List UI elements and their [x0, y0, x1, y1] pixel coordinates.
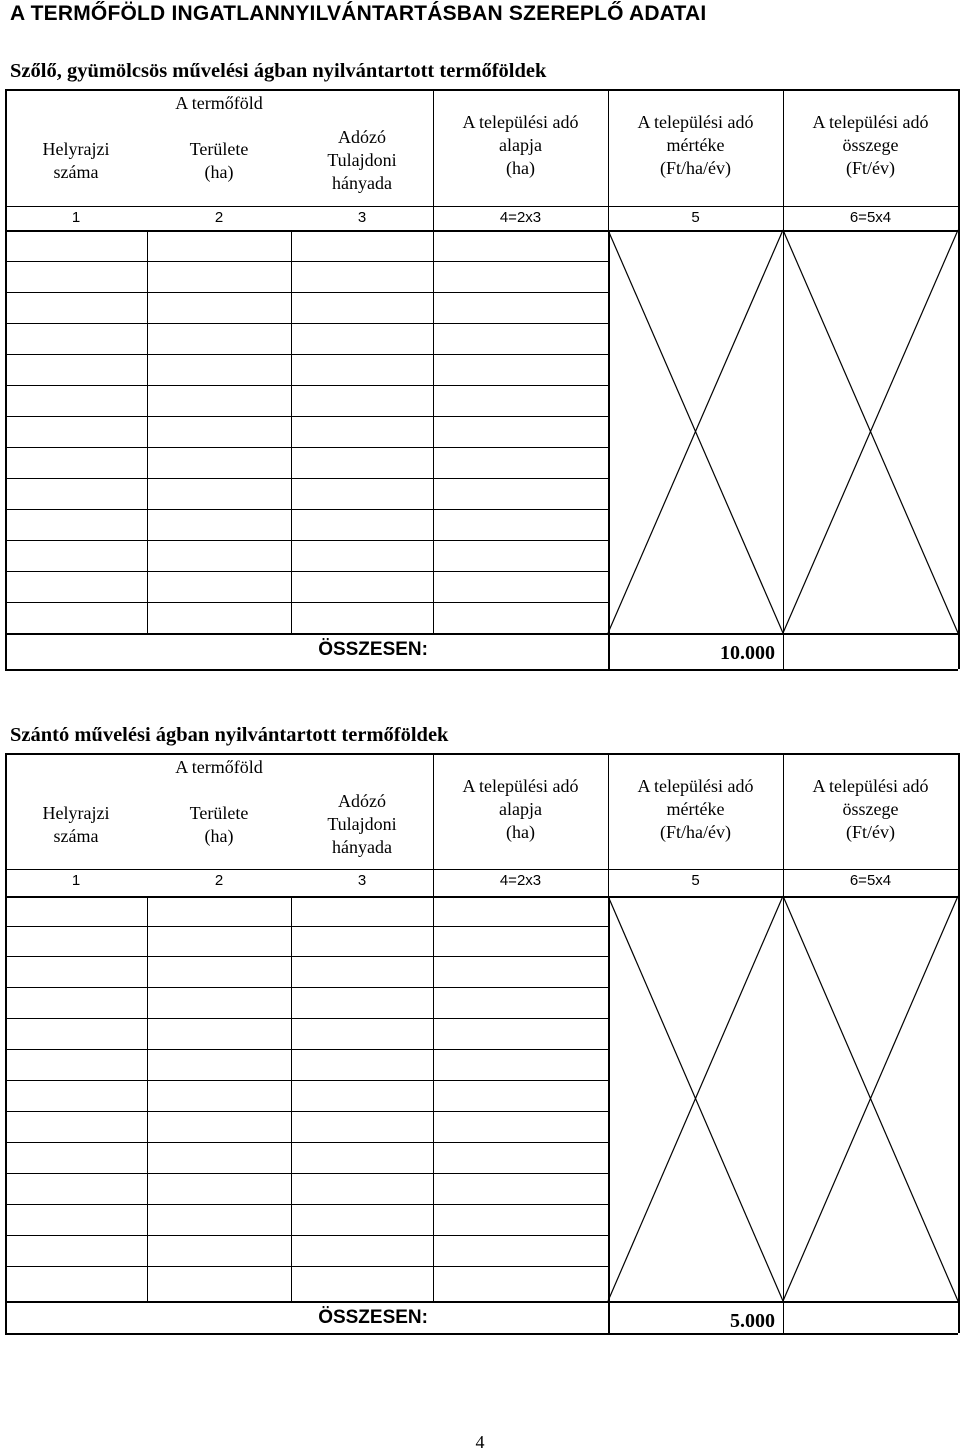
table-row — [5, 540, 608, 541]
section-title: Szántó művelési ágban nyilvántartott termőföldek — [10, 724, 449, 746]
table-row — [5, 323, 608, 324]
column-number: 4=2x3 — [499, 209, 542, 226]
table-row — [5, 956, 608, 957]
table-row — [5, 926, 608, 927]
column-number: 5 — [691, 209, 700, 226]
table-rule — [5, 1301, 958, 1303]
column-number: 6=5x4 — [849, 872, 892, 889]
header-tulajdoni-hanyada: Adózó Tulajdoni hányada — [327, 127, 397, 193]
table-row — [5, 478, 608, 479]
table-row — [5, 1173, 608, 1174]
column-number: 4=2x3 — [499, 872, 542, 889]
header-adomertek: A települési adó mértéke (Ft/ha/év) — [637, 112, 754, 178]
table-row — [5, 1266, 608, 1267]
header-a-termofold: A termőföld — [175, 757, 263, 777]
header-helyrajzi-szama: Helyrajzi száma — [42, 139, 110, 182]
header-terulete: Területe (ha) — [189, 139, 249, 182]
header-adoalap: A települési adó alapja (ha) — [462, 112, 579, 178]
column-number: 6=5x4 — [849, 209, 892, 226]
table-row — [5, 385, 608, 386]
table-row — [5, 509, 608, 510]
table-row — [5, 261, 608, 262]
table-row — [5, 292, 608, 293]
section-title: Szőlő, gyümölcsös művelési ágban nyilvántartott termőföldek — [10, 60, 547, 82]
column-number: 2 — [214, 209, 224, 226]
column-number: 5 — [691, 872, 700, 889]
table-rule — [5, 1333, 958, 1335]
cross-out-osszeg — [783, 230, 958, 633]
column-number: 2 — [214, 872, 224, 889]
table-row — [5, 1049, 608, 1050]
table-row — [5, 354, 608, 355]
table-column-rule — [147, 230, 148, 633]
table-row — [5, 1018, 608, 1019]
header-adomertek: A települési adó mértéke (Ft/ha/év) — [637, 776, 754, 842]
header-a-termofold: A termőföld — [175, 93, 263, 113]
cross-out-mertek — [608, 230, 783, 633]
table-row — [5, 987, 608, 988]
column-number: 3 — [357, 209, 367, 226]
table-row — [5, 416, 608, 417]
header-helyrajzi-szama: Helyrajzi száma — [42, 803, 110, 846]
table-row — [5, 571, 608, 572]
table-row — [5, 1080, 608, 1081]
table-rule — [5, 633, 958, 635]
cross-out-osszeg — [783, 896, 958, 1301]
table-row — [5, 602, 608, 603]
total-label: ÖSSZESEN: — [318, 639, 428, 660]
table-column-rule — [5, 89, 7, 669]
table-column-rule — [433, 230, 434, 633]
table-row — [5, 447, 608, 448]
table-rule — [5, 89, 958, 91]
table-rule — [5, 869, 958, 870]
column-number: 1 — [71, 872, 81, 889]
column-number: 3 — [357, 872, 367, 889]
header-adoosszeg: A települési adó összege (Ft/év) — [812, 112, 929, 178]
header-adoalap: A települési adó alapja (ha) — [462, 776, 579, 842]
table-row — [5, 1111, 608, 1112]
table-column-rule — [291, 230, 292, 633]
header-adoosszeg: A települési adó összege (Ft/év) — [812, 776, 929, 842]
page-number: 4 — [475, 1432, 485, 1452]
table-row — [5, 1235, 608, 1236]
table-rule — [5, 206, 958, 207]
total-value: 5.000 — [730, 1310, 775, 1332]
total-value: 10.000 — [720, 642, 775, 664]
header-terulete: Területe (ha) — [189, 803, 249, 846]
column-number: 1 — [71, 209, 81, 226]
table-column-rule — [5, 753, 7, 1333]
table-row — [5, 1142, 608, 1143]
table-row — [5, 1204, 608, 1205]
total-label: ÖSSZESEN: — [318, 1307, 428, 1328]
page-title: A TERMŐFÖLD INGATLANNYILVÁNTARTÁSBAN SZEREPLŐ ADATAI — [10, 2, 707, 25]
table-rule — [5, 753, 958, 755]
cross-out-mertek — [608, 896, 783, 1301]
table-rule — [5, 669, 958, 671]
header-tulajdoni-hanyada: Adózó Tulajdoni hányada — [327, 791, 397, 857]
